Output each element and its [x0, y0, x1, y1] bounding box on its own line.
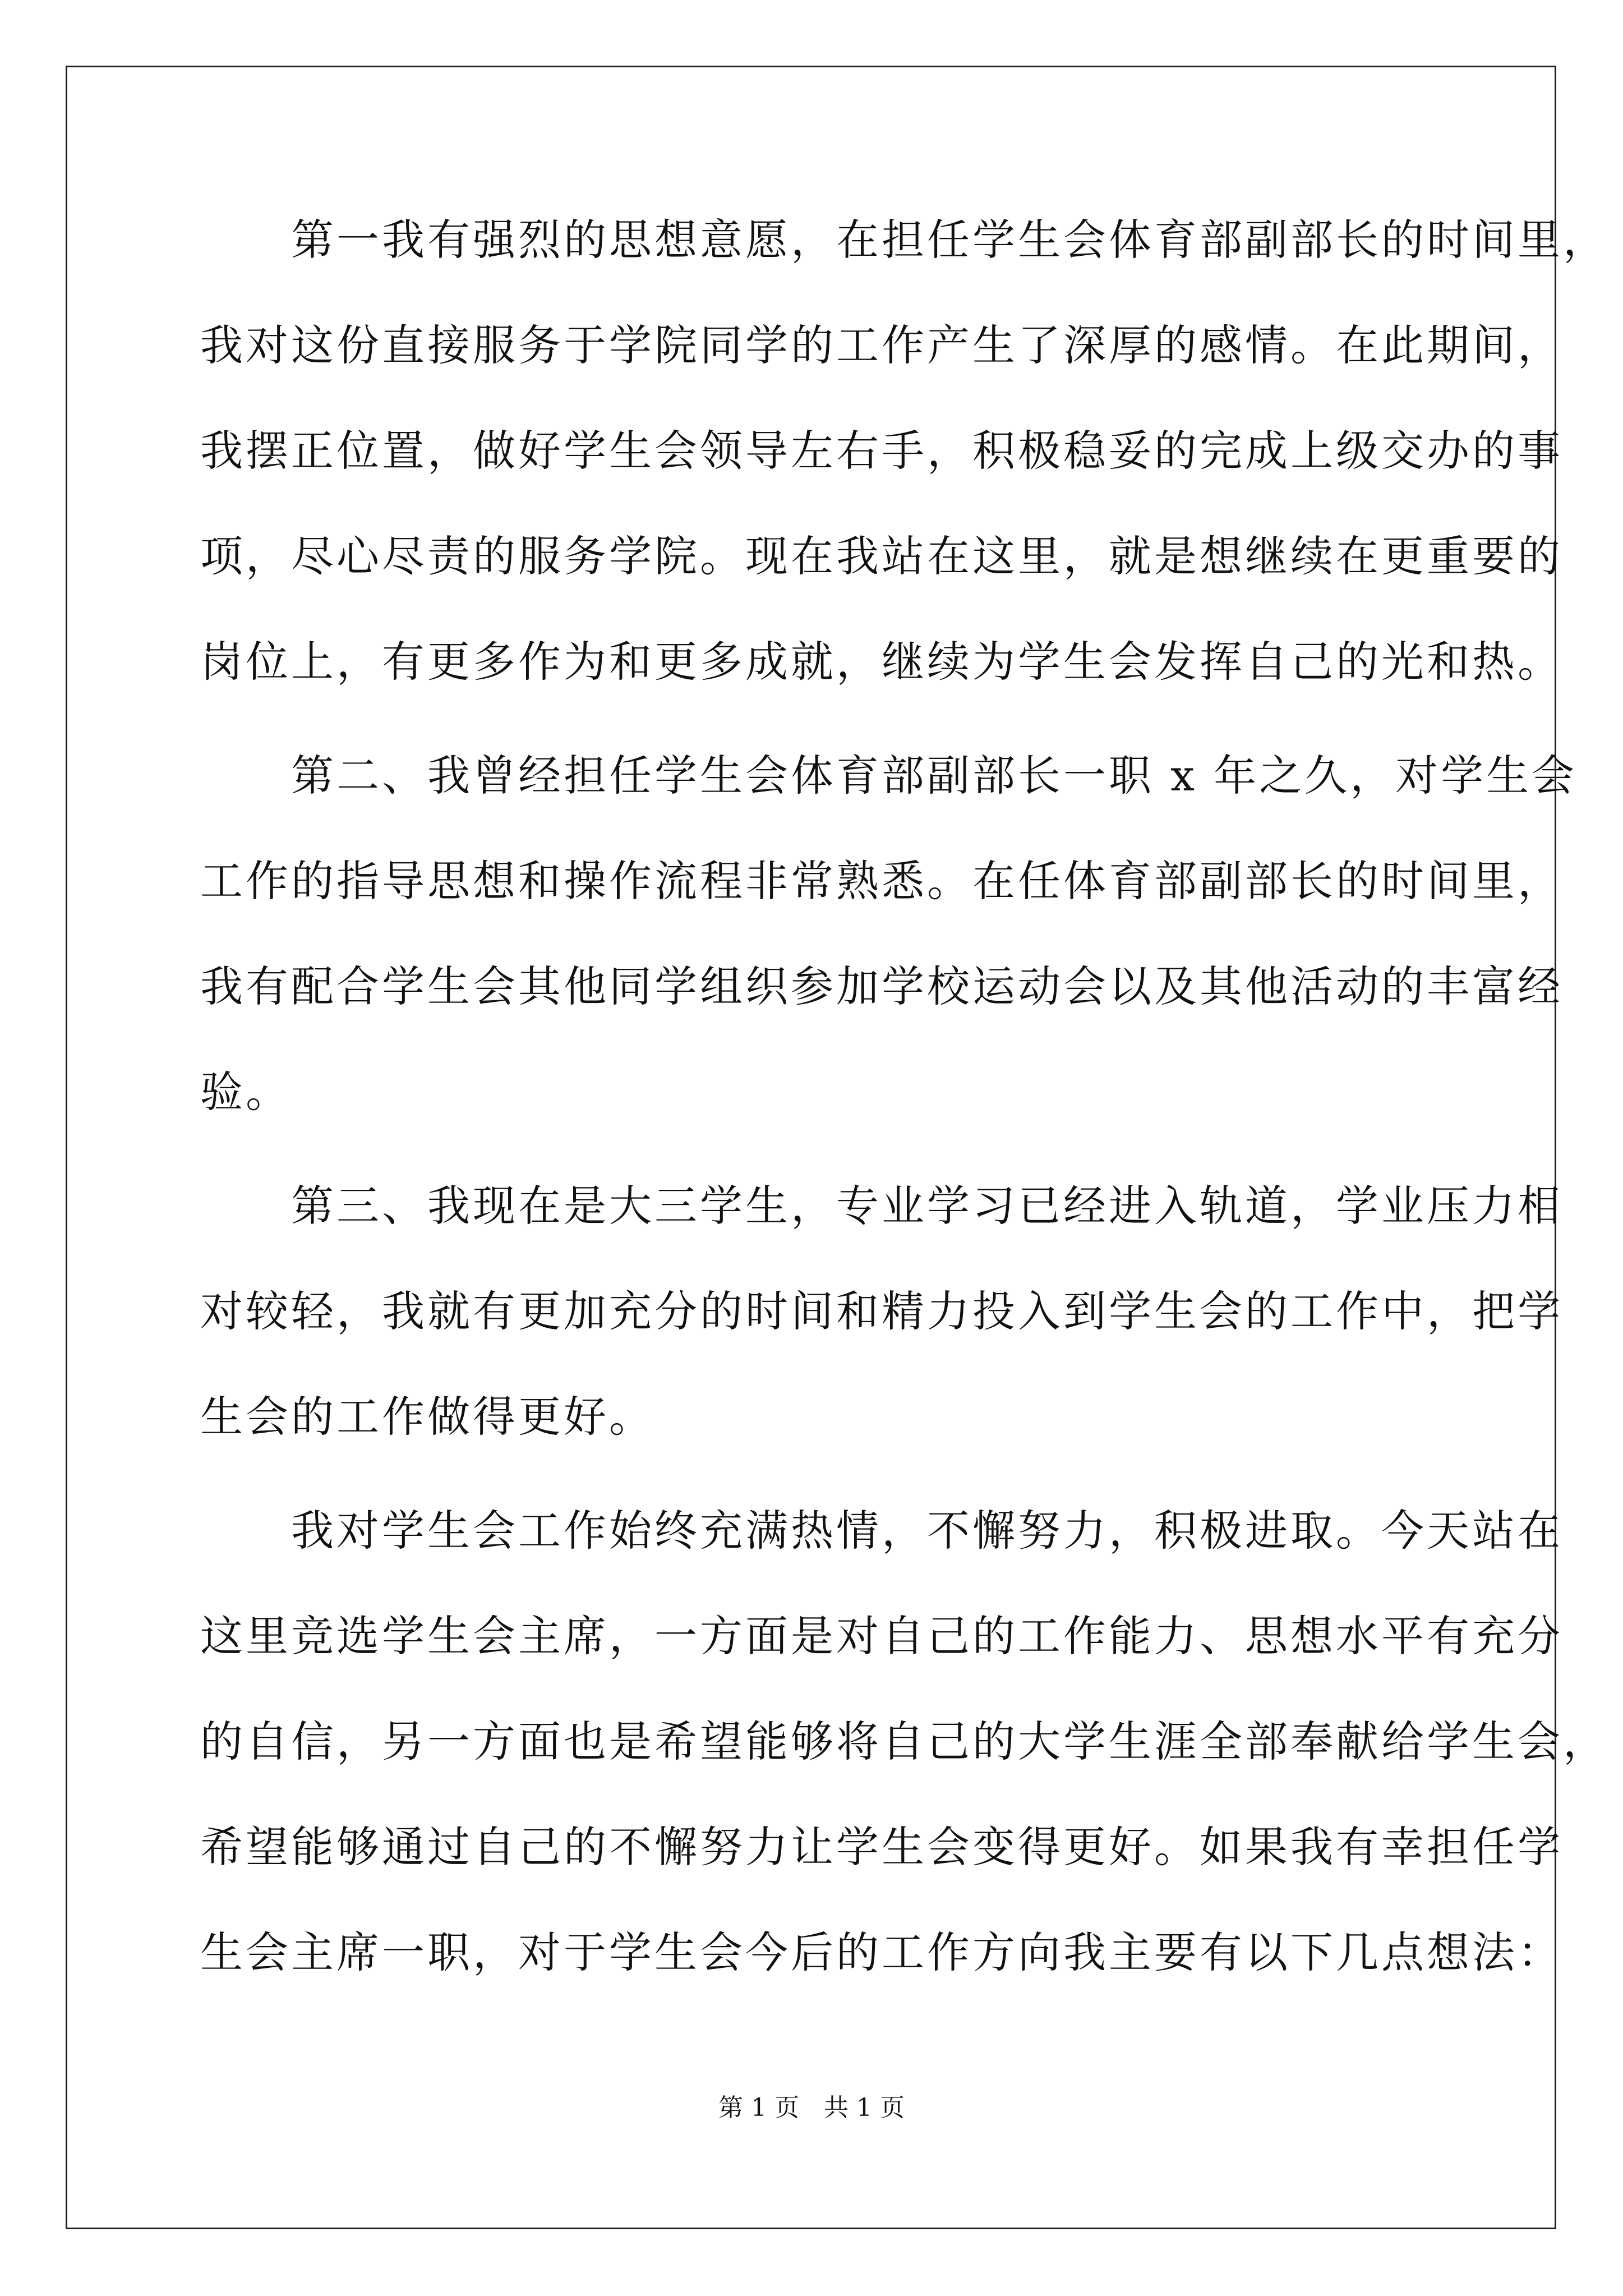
- paragraph-1-line-2: 我对这份直接服务于学院同学的工作产生了深厚的感情。在此期间，: [200, 320, 1563, 370]
- paragraph-4-line-1: 我对学生会工作始终充满热情，不懈努力，积极进取。今天站在: [200, 1506, 1563, 1556]
- paragraph-1-line-1: 第一我有强烈的思想意愿，在担任学生会体育部副部长的时间里，: [200, 215, 1608, 265]
- paragraph-1-line-3: 我摆正位置，做好学生会领导左右手，积极稳妥的完成上级交办的事: [200, 426, 1563, 476]
- paragraph-2-line-2: 工作的指导思想和操作流程非常熟悉。在任体育部副部长的时间里，: [200, 856, 1563, 906]
- paragraph-2-line-1: 第二、我曾经担任学生会体育部副部长一职 x 年之久，对学生会: [200, 751, 1578, 800]
- paragraph-2-line-3: 我有配合学生会其他同学组织参加学校运动会以及其他活动的丰富经: [200, 961, 1563, 1011]
- paragraph-3-line-3: 生会的工作做得更好。: [200, 1392, 654, 1442]
- paragraph-1-line-5: 岗位上，有更多作为和更多成就，继续为学生会发挥自己的光和热。: [200, 637, 1563, 687]
- paragraph-3-line-1: 第三、我现在是大三学生，专业学习已经进入轨道，学业压力相: [200, 1181, 1563, 1231]
- paragraph-4-line-2: 这里竞选学生会主席，一方面是对自己的工作能力、思想水平有充分: [200, 1611, 1563, 1661]
- paragraph-4-line-3: 的自信，另一方面也是希望能够将自己的大学生涯全部奉献给学生会，: [200, 1717, 1608, 1766]
- paragraph-2-line-4: 验。: [200, 1067, 291, 1117]
- page-number-footer: 第 1 页 共 1 页: [718, 2093, 905, 2122]
- paragraph-1-line-4: 项，尽心尽责的服务学院。现在我站在这里，就是想继续在更重要的: [200, 531, 1563, 581]
- paragraph-3-line-2: 对较轻，我就有更加充分的时间和精力投入到学生会的工作中，把学: [200, 1286, 1563, 1336]
- paragraph-4-line-5: 生会主席一职，对于学生会今后的工作方向我主要有以下几点想法：: [200, 1927, 1563, 1977]
- page-border: [66, 66, 1556, 2229]
- paragraph-4-line-4: 希望能够通过自己的不懈努力让学生会变得更好。如果我有幸担任学: [200, 1822, 1563, 1872]
